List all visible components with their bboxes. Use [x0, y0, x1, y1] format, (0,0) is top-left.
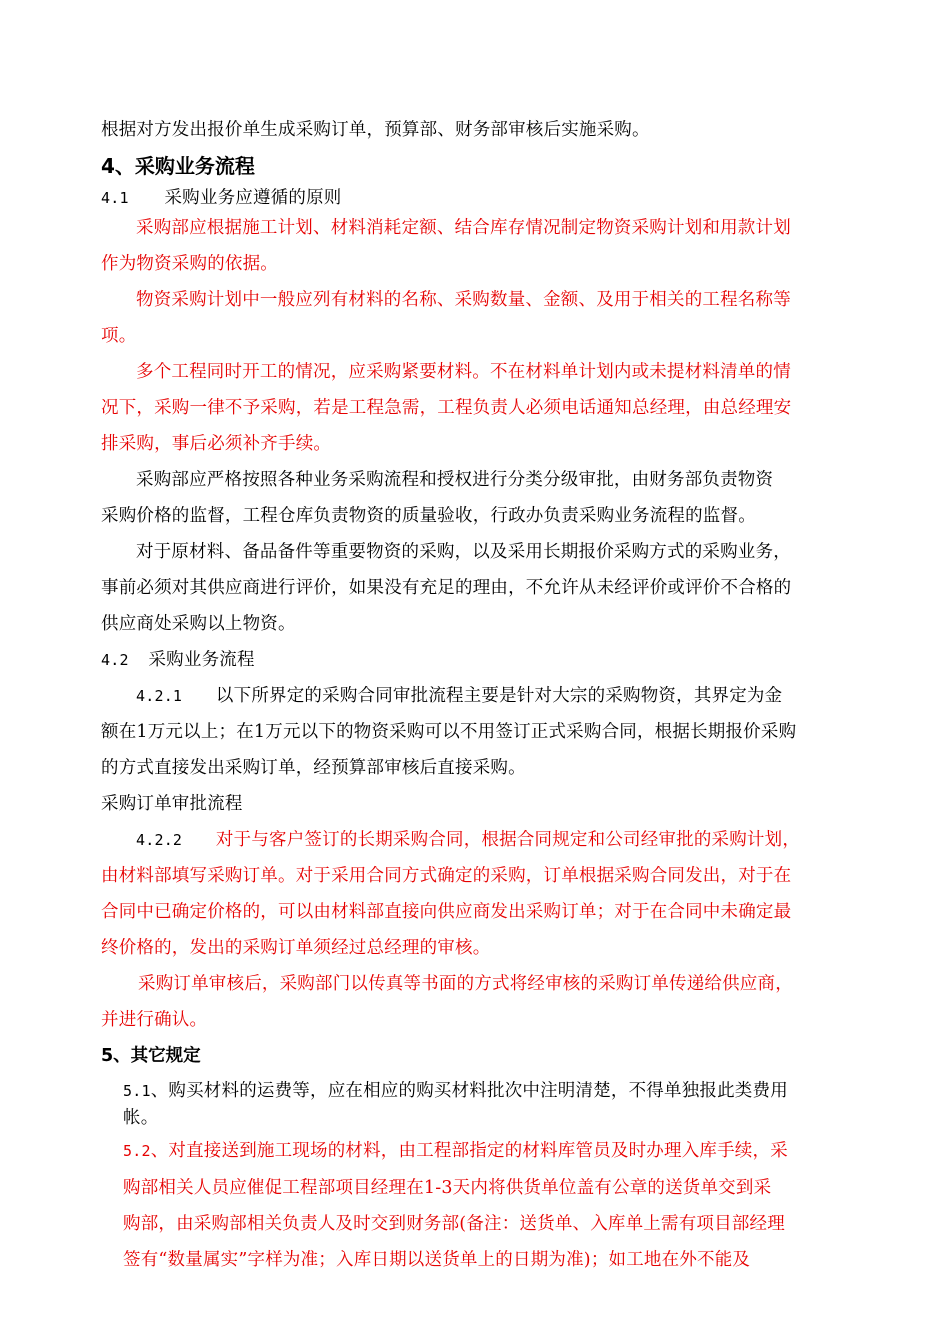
paragraph-line: 供应商处采购以上物资。	[101, 614, 296, 634]
clause-4-2-1-line	[136, 684, 782, 708]
clause-text: 、购买材料的运费等，应在相应的购买材料批次中注明清楚，不得单独报此类费用	[150, 1081, 788, 1101]
paragraph-line: 作为物资采购的依据。	[101, 254, 278, 274]
subsection-title: 采购业务流程	[148, 650, 255, 670]
clause-number: 4.2.2	[136, 831, 183, 849]
paragraph-line: 采购部应根据施工计划、材料消耗定额、结合库存情况制定物资采购计划和用款计划	[136, 218, 791, 238]
paragraph-line: 并进行确认。	[101, 1010, 208, 1030]
paragraph-line: 采购订单审核后，采购部门以传真等书面的方式将经审核的采购订单传递给供应商，	[138, 974, 793, 994]
subsection-title: 采购业务应遵循的原则	[164, 188, 342, 208]
clause-number: 4.2.1	[136, 687, 183, 705]
clause-text: 以下所界定的采购合同审批流程主要是针对大宗的采购物资，其界定为金	[215, 686, 783, 706]
subsection-number: 4.2	[101, 651, 129, 669]
paragraph-line: 物资采购计划中一般应列有材料的名称、采购数量、金额、及用于相关的工程名称等	[136, 290, 791, 310]
clause-5-2-line	[123, 1139, 788, 1163]
clause-4-2-2-line	[136, 828, 800, 852]
clause-5-1-line	[123, 1079, 788, 1103]
clause-number: 5.1	[123, 1082, 151, 1100]
flow-title: 采购订单审批流程	[101, 794, 243, 814]
clause-text: 、对直接送到施工现场的材料，由工程部指定的材料库管员及时办理入库手续，采	[150, 1141, 788, 1161]
clause-text: 对于与客户签订的长期采购合同，根据合同规定和公司经审批的采购计划，	[215, 830, 801, 850]
section-heading-5: 5、其它规定	[101, 1046, 201, 1066]
paragraph-line: 采购部应严格按照各种业务采购流程和授权进行分类分级审批，由财务部负责物资	[136, 470, 774, 490]
paragraph-line: 帐。	[123, 1108, 159, 1128]
paragraph-line: 况下，采购一律不予采购，若是工程急需，工程负责人必须电话通知总经理，由总经理安	[101, 398, 792, 418]
paragraph-line: 的方式直接发出采购订单，经预算部审核后直接采购。	[101, 758, 526, 778]
paragraph-line: 由材料部填写采购订单。对于采用合同方式确定的采购，订单根据采购合同发出，对于在	[101, 866, 792, 886]
paragraph-line: 采购价格的监督，工程仓库负责物资的质量验收，行政办负责采购业务流程的监督。	[101, 506, 756, 526]
subsection-heading-4-2	[101, 648, 255, 672]
paragraph-line: 终价格的，发出的采购订单须经过总经理的审核。	[101, 938, 491, 958]
paragraph-line: 购部，由采购部相关负责人及时交到财务部(备注：送货单、入库单上需有项目部经理	[123, 1214, 785, 1234]
paragraph-line: 购部相关人员应催促工程部项目经理在1-3天内将供货单位盖有公章的送货单交到采	[123, 1178, 772, 1198]
subsection-number: 4.1	[101, 189, 129, 207]
paragraph-line: 额在1万元以上；在1万元以下的物资采购可以不用签订正式采购合同，根据长期报价采购	[101, 722, 797, 742]
paragraph-line: 排采购，事后必须补齐手续。	[101, 434, 332, 454]
paragraph-line: 合同中已确定价格的，可以由材料部直接向供应商发出采购订单；对于在合同中未确定最	[101, 902, 792, 922]
clause-number: 5.2	[123, 1142, 151, 1160]
section-heading-4: 4、采购业务流程	[101, 154, 255, 178]
paragraph-line: 根据对方发出报价单生成采购订单，预算部、财务部审核后实施采购。	[101, 120, 650, 140]
paragraph-line: 签有“数量属实”字样为准；入库日期以送货单上的日期为准)；如工地在外不能及	[123, 1250, 751, 1270]
subsection-heading-4-1	[101, 186, 341, 210]
paragraph-line: 项。	[101, 326, 137, 346]
paragraph-line: 对于原材料、备品备件等重要物资的采购，以及采用长期报价采购方式的采购业务，	[136, 542, 791, 562]
paragraph-line: 多个工程同时开工的情况，应采购紧要材料。不在材料单计划内或未提材料清单的情	[136, 362, 791, 382]
paragraph-line: 事前必须对其供应商进行评价，如果没有充足的理由，不允许从未经评价或评价不合格的	[101, 578, 792, 598]
